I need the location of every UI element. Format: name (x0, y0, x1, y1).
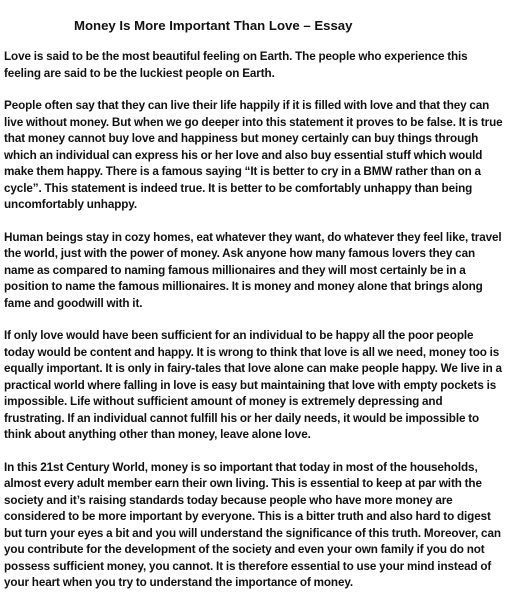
essay-paragraph-4: If only love would have been sufficient for an individual to be happy all the poor people today would be content and happy. It is wrong to think that love is all we need, money too is equally important. It is only in fairy-tales that love alone can make people happy. We live in a practical world where falling in love is easy but maintaining that love with empty pockets is impossible. Life without sufficient amount of money is extremely depressing and frustrating. If an individual cannot fulfill his or her daily needs, it would be impossible to think about anything other than money, leave alone love. (4, 329, 502, 441)
essay-paragraph-3: Human beings stay in cozy homes, eat whatever they want, do whatever they feel like, travel the world, just with the power of money. Ask anyone how many famous lovers they can name as compared to naming famous millionaires and they will most certainly be in a position to name the famous millionaires. It is money and money alone that brings along fame and goodwill with it. (4, 230, 502, 310)
essay-paragraph-2: People often say that they can live their life happily if it is filled with love and that they can live without money. But when we go deeper into this statement it proves to be false. It is true that money cannot buy love and happiness but money certainly can buy things through which an individual can express his or her love and also buy essential stuff which would make them happy. There is a famous saying “It is better to cry in a BMW rather than on a cycle”. This statement is indeed true. It is better to be comfortably unhappy than being uncomfortably unhappy. (4, 99, 503, 211)
essay-paragraph-5: In this 21st Century World, money is so important that today in most of the households, almost every adult member earn their own living. This is essential to keep at par with the society and it’s raising standards today because people who have more money are considered to be more important by everyone. This is a bitter truth and also hard to digest but turn your eyes a bit and you will understand the significance of this truth. Moreover, can you contribute for the development of the society and even your own family if you do not possess sufficient money, you cannot. It is therefore essential to use your mind instead of your heart when you try to understand the importance of money. (4, 460, 501, 589)
essay-paragraph-1: Love is said to be the most beautiful feeling on Earth. The people who experience this feeling are said to be the luckiest people on Earth. (4, 50, 468, 80)
essay-title: Money Is More Important Than Love – Essay (74, 18, 353, 33)
